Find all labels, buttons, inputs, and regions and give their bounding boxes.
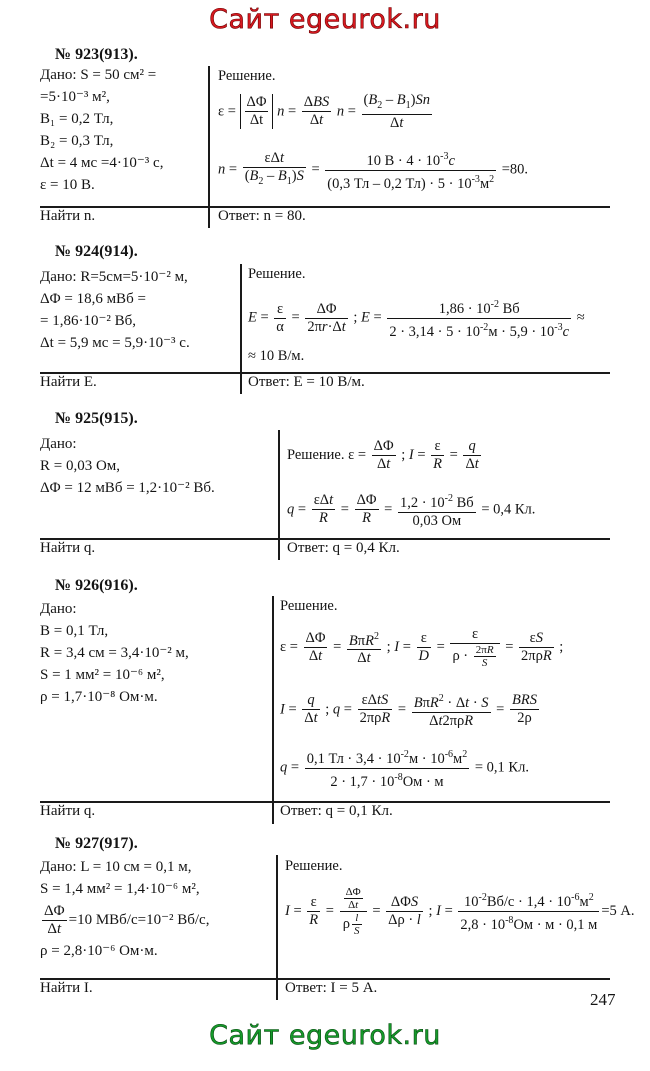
problem-926-find: Найти q. [40, 803, 96, 819]
problem-923-answer: Ответ: n = 80. [218, 208, 306, 224]
problem-926-given [40, 598, 189, 708]
problem-925-find: Найти q. [40, 540, 96, 556]
given-flux-rate: =10 МВб/с=10⁻² Вб/с, [68, 912, 210, 928]
solution-label: Решение. [280, 598, 338, 614]
problem-927-given [40, 856, 209, 962]
result: = 0,4 Кл. [481, 501, 536, 518]
result: = 0,1 Кл. [474, 759, 529, 776]
problem-927-formula-1: I = $\frac{\varepsilon}{R}$ = $\frac{\Delta\Phi}{\Delta t}$ ρ $\frac{l}{S}$ = $\frac{\text{ΔΦS}}{\Delta\rho \cdot l}$ ; I = $\frac{10^{-2}Вб/с \cdot 1,4 \cdot 10^{-6}м^2}{2,8 \cdot 10^{-8}Ом \cdot м \cdot 0,1 м}$ =5 А. [285, 886, 635, 937]
problem-924-given [40, 266, 190, 354]
result: =80. [501, 161, 529, 178]
problem-923-formula-2: n = $\frac{\text{εΔt}}{(B_2 - B_1)S}$ = $\frac{10 В \cdot 4 \cdot 10^{-3}с}{(0,3 Тл - 0,2 Тл) \cdot 5 \cdot 10^{-3}м^2}$ =80. [218, 148, 528, 193]
given-line: S = 1,4 мм² = 1,4·10⁻⁶ м², [40, 881, 200, 897]
given-line: S = 1 мм² = 10⁻⁶ м², [40, 667, 165, 683]
divider-vertical [272, 596, 274, 824]
given-line: ΔΦ = 18,6 мВб = [40, 291, 146, 307]
given-line: =5·10⁻³ м², [40, 89, 110, 105]
given-line: Дано: S = 50 см² = [40, 67, 157, 83]
given-line: ΔΦ = 12 мВб = 1,2·10⁻² Вб. [40, 480, 215, 496]
given-line: R = 3,4 см = 3,4·10⁻² м, [40, 645, 189, 661]
problem-926-formula-3: q = $\frac{0,1 Тл \cdot 3,4 \cdot 10^{-2}м \cdot 10^{-6}м^2}{2 \cdot 1,7 \cdot 10^{-8}Ом \cdot м}$ = 0,1 Кл. [280, 746, 529, 791]
problem-923-title: № 923(913). [55, 46, 138, 63]
problem-924-formula-1: E = $\frac{\varepsilon}{\alpha}$ = $\frac{\Delta\Phi}{2\pi r\cdot\Delta t}$ ; E = $\frac{1,86 \cdot 10^{-2} Вб}{2 \cdot 3,14 \cdot 5 \cdot 10^{-2}м \cdot 5,9 \cdot 10^{-3}с}$ ≈ [248, 296, 585, 341]
problem-927-title: № 927(917). [55, 835, 138, 852]
problem-925-given [40, 433, 215, 499]
page-number: 247 [590, 990, 616, 1009]
solution-label: Решение. [285, 858, 343, 874]
problem-925-title: № 925(915). [55, 410, 138, 427]
divider-vertical [278, 430, 280, 560]
given-line: ρ = 1,7·10⁻⁸ Ом·м. [40, 689, 158, 705]
problem-924-find: Найти E. [40, 374, 97, 390]
problem-927-find: Найти I. [40, 980, 93, 996]
result: ≈ 10 В/м. [248, 348, 305, 364]
problem-923-find: Найти n. [40, 208, 96, 224]
given-line: Дано: [40, 436, 77, 452]
given-line: B₁ = 0,2 Тл, [40, 111, 114, 127]
problem-924-answer: Ответ: E = 10 В/м. [248, 374, 365, 390]
given-line: B = 0,1 Тл, [40, 623, 109, 639]
given-line: $\frac{\Delta\Phi}{\Delta t}$ =10 МВб/с=10⁻² Вб/с, [44, 903, 210, 938]
problem-924-title: № 924(914). [55, 243, 138, 260]
given-line: R = 0,03 Ом, [40, 458, 121, 474]
problem-925-answer: Ответ: q = 0,4 Кл. [287, 540, 400, 556]
problem-926-answer: Ответ: q = 0,1 Кл. [280, 803, 393, 819]
problem-926-formula-2: I = $\frac{q}{\Delta t}$ ; q = $\frac{\text{εΔtS}}{\text{2πρR}}$ = $\frac{B\pi R^2 \cdot \Delta t \cdot S}{\text{Δt2πρR}}$ = $\frac{\text{BRS}}{2\rho}$ [280, 690, 541, 730]
divider-vertical [240, 264, 242, 394]
problem-926-title: № 926(916). [55, 577, 138, 594]
site-banner-top: Сайт egeurok.ru [209, 4, 441, 35]
problem-925-formula-1: Решение. ε = $\frac{\Delta\Phi}{\Delta t}$ ; I = $\frac{\varepsilon}{R}$ = $\frac{q}{\Delta t}$ [287, 438, 479, 472]
given-line: = 1,86·10⁻² Вб, [40, 313, 137, 329]
solution-label: Решение. [248, 266, 306, 282]
given-line: Δt = 5,9 мс = 5,9·10⁻³ с. [40, 335, 190, 351]
problem-925-formula-2: q = $\frac{\text{εΔt}}{R}$ = $\frac{\Delta\Phi}{R}$ = $\frac{1,2 \cdot 10^{-2} Вб}{0,03 Ом}$ = 0,4 Кл. [287, 490, 535, 530]
given-line: ε = 10 В. [40, 177, 95, 193]
given-line: B₂ = 0,3 Тл, [40, 133, 114, 149]
given-line: ρ = 2,8·10⁻⁶ Ом·м. [40, 943, 158, 959]
site-banner-bottom: Сайт egeurok.ru [209, 1020, 441, 1051]
divider-vertical [208, 66, 210, 228]
solution-label: Решение. [218, 68, 276, 84]
given-line: Дано: [40, 601, 77, 617]
result: =5 А. [601, 902, 635, 919]
divider-horizontal [40, 206, 610, 208]
solution-label: Решение. [287, 446, 345, 463]
problem-923-formula-1: ε = $\frac{\Delta\Phi}{\Delta t}$ n = $\frac{\text{ΔBS}}{\Delta t}$ n = $\frac{(B_2 - B_1)Sn}{\Delta t}$ [218, 92, 430, 131]
problem-926-formula-1: ε = $\frac{\Delta\Phi}{\Delta t}$ = $\frac{B\pi R^2}{\Delta t}$ ; I = $\frac{\varepsilon}{D}$ = ε ρ · $\frac{2\pi R}{S}$ = $\frac{\varepsilon S}{\text{2πρR}}$ ; [280, 626, 564, 669]
problem-923-given [40, 64, 163, 196]
problem-927-answer: Ответ: I = 5 А. [285, 980, 378, 996]
given-line: Дано: R=5см=5·10⁻² м, [40, 269, 188, 285]
given-line: Дано: L = 10 см = 0,1 м, [40, 859, 192, 875]
given-line: Δt = 4 мс =4·10⁻³ с, [40, 155, 164, 171]
